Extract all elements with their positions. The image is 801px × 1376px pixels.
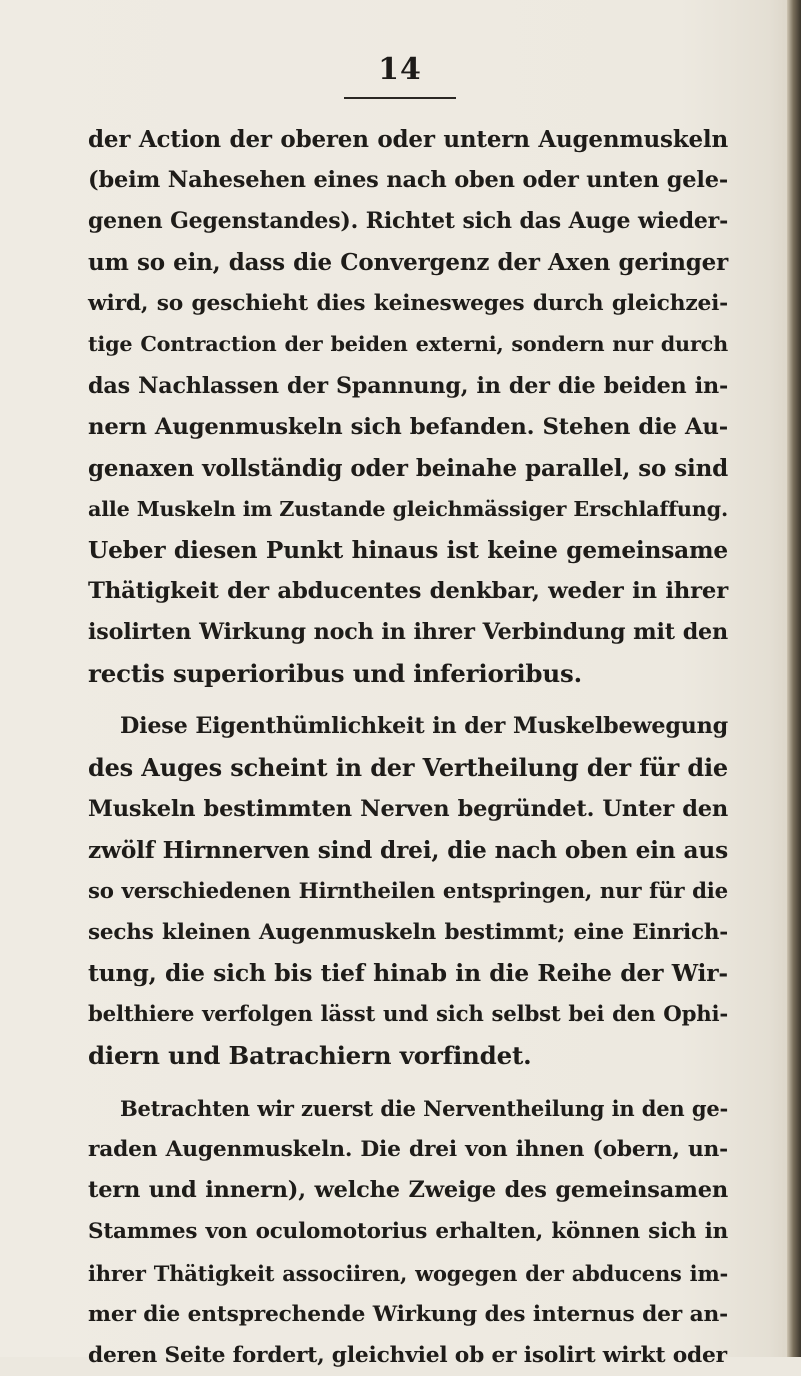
- text-line: diern und Batrachiern vorfindet.: [88, 1041, 532, 1071]
- paragraph-2: [88, 706, 728, 1076]
- text-line: (beim Nahesehen eines nach oben oder unten gele-: [88, 167, 728, 194]
- text-line: deren Seite fordert, gleichviel ob er isolirt wirkt oder: [88, 1342, 727, 1368]
- text-line: tern und innern), welche Zweige des gemeinsamen: [88, 1177, 728, 1204]
- text-line: tige Contraction der beiden externi, sondern nur durch: [88, 332, 728, 357]
- text-line: Stammes von oculomotorius erhalten, können sich in: [88, 1219, 728, 1245]
- text-line: isolirten Wirkung noch in ihrer Verbindung mit den: [88, 619, 728, 646]
- text-line: genen Gegenstandes). Richtet sich das Auge wieder-: [88, 208, 728, 235]
- text-line: zwölf Hirnnerven sind drei, die nach oben ein aus: [88, 836, 728, 864]
- text-line: Diese Eigenthümlichkeit in der Muskelbewegung: [120, 713, 728, 740]
- text-line: rectis superioribus und inferioribus.: [88, 659, 582, 689]
- text-line: nern Augenmuskeln sich befanden. Stehen die Au-: [88, 413, 728, 440]
- paragraph-gap: [88, 694, 728, 706]
- text-line: Ueber diesen Punkt hinaus ist keine gemeinsame: [88, 536, 728, 564]
- header-rule: [344, 97, 456, 99]
- text-line: Muskeln bestimmten Nerven begründet. Unter den: [88, 795, 728, 822]
- body-text: [88, 119, 728, 1376]
- text-line: Betrachten wir zuerst die Nerventheilung in den ge-: [120, 1096, 728, 1122]
- text-line: so verschiedenen Hirntheilen entspringen, nur für die: [88, 878, 728, 904]
- text-line: alle Muskeln im Zustande gleichmässiger Erschlaffung.: [88, 496, 728, 521]
- text-line: um so ein, dass die Convergenz der Axen geringer: [88, 249, 728, 277]
- text-line: belthiere verfolgen lässt und sich selbst bei den Ophi-: [88, 1001, 728, 1027]
- page-number: 14: [378, 52, 422, 87]
- paragraph-1: [88, 119, 728, 694]
- book-binding-edge: [787, 0, 801, 1357]
- text-line: wird, so geschieht dies keinesweges durch gleichzei-: [88, 291, 728, 317]
- text-line: der Action der oberen oder untern Augenmuskeln: [88, 126, 728, 153]
- text-line: das Nachlassen der Spannung, in der die beiden in-: [88, 372, 728, 399]
- paragraph-3: [88, 1088, 728, 1376]
- text-line: des Auges scheint in der Vertheilung der für die: [88, 753, 728, 783]
- text-line: tung, die sich bis tief hinab in die Reihe der Wir-: [88, 958, 728, 987]
- text-line: sechs kleinen Augenmuskeln bestimmt; eine Einrich-: [88, 919, 728, 945]
- text-line: genaxen vollständig oder beinahe parallel, so sind: [88, 454, 728, 482]
- text-line: ihrer Thätigkeit associiren, wogegen der abducens im-: [88, 1260, 728, 1286]
- paragraph-gap: [88, 1076, 728, 1088]
- text-line: mer die entsprechende Wirkung des internus der an-: [88, 1301, 728, 1327]
- text-line: Thätigkeit der abducentes denkbar, weder in ihrer: [88, 578, 728, 605]
- text-line: raden Augenmuskeln. Die drei von ihnen (obern, un-: [88, 1137, 728, 1163]
